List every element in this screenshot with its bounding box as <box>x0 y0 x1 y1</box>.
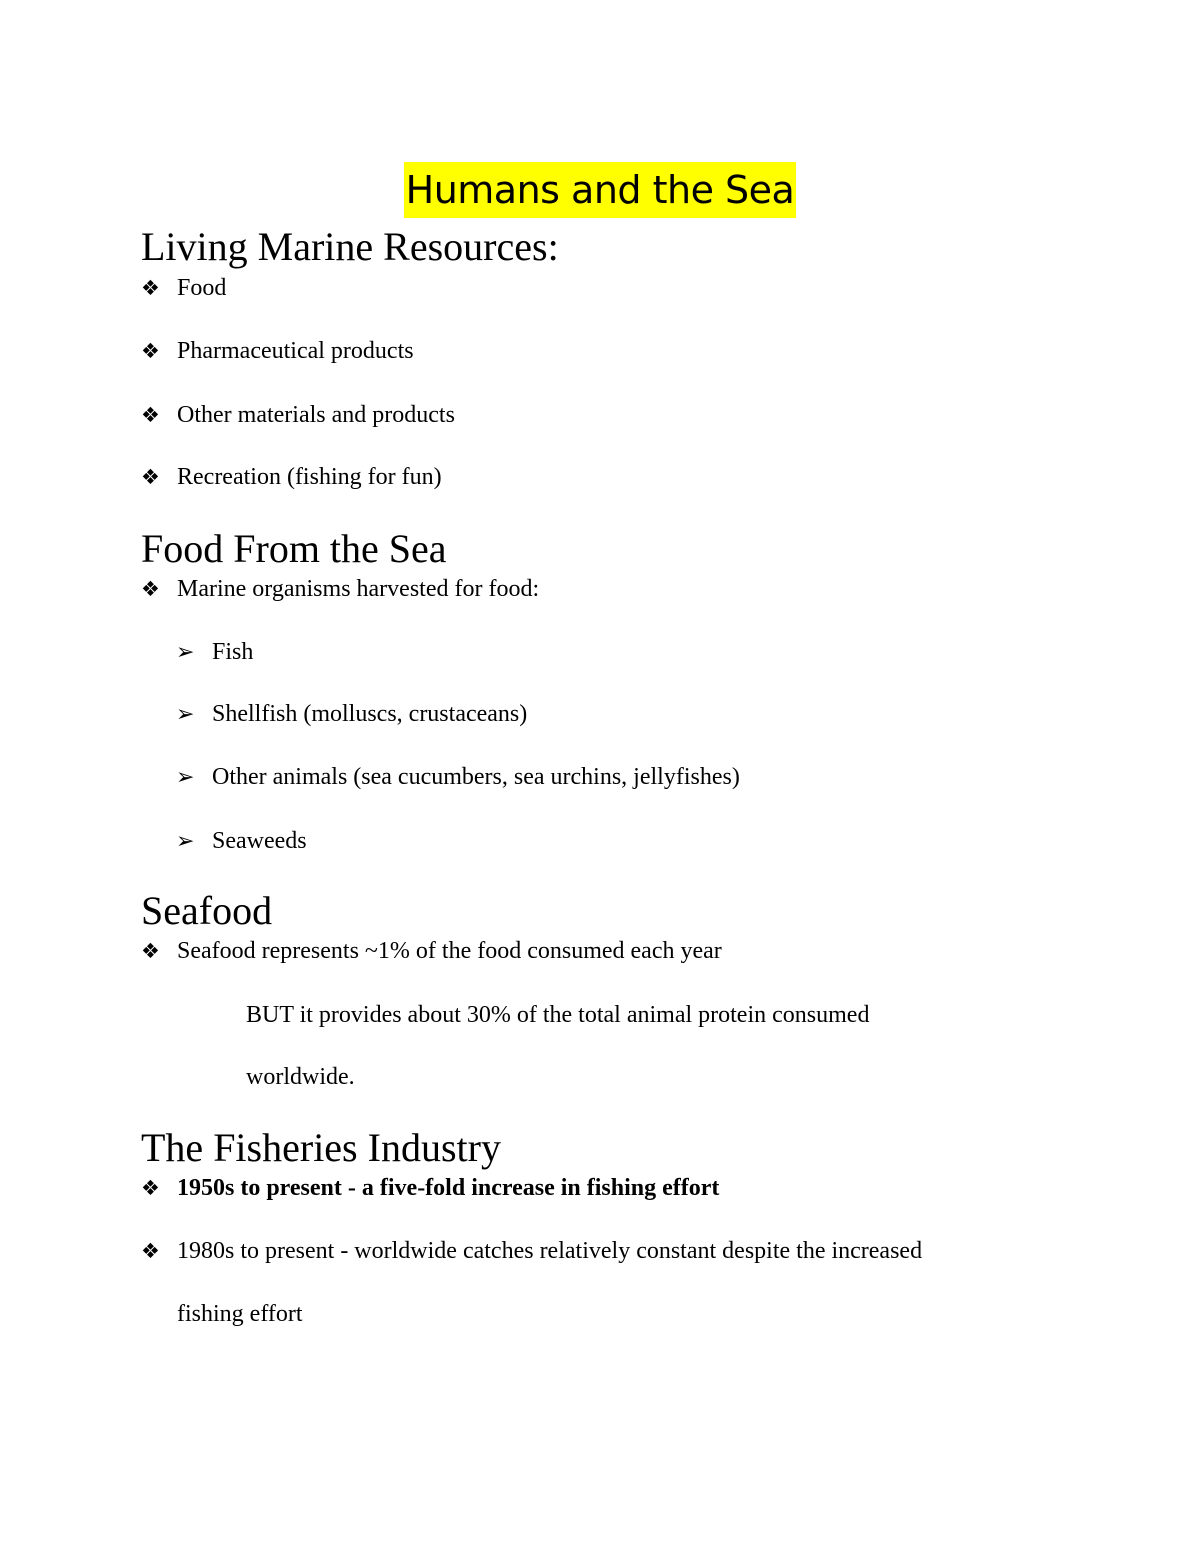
heading-fisheries-industry: The Fisheries Industry <box>141 1125 501 1170</box>
list-item-text: Food <box>177 275 227 301</box>
sub-list-item <box>176 637 253 668</box>
document-title: Humans and the Sea <box>404 162 797 218</box>
arrow-bullet-icon: ➢ <box>176 829 195 854</box>
seafood-note-line-1: BUT it provides about 30% of the total animal protein consumed <box>246 1002 870 1028</box>
diamond-bullet-icon: ❖ <box>141 939 160 963</box>
diamond-bullet-icon: ❖ <box>141 276 160 300</box>
list-item-text: Recreation (fishing for fun) <box>177 464 442 490</box>
list-item <box>141 1173 719 1203</box>
list-item-text: 1950s to present - a five-fold increase in fishing effort <box>177 1175 720 1201</box>
heading-living-marine-resources: Living Marine Resources: <box>141 224 559 269</box>
arrow-bullet-icon: ➢ <box>176 640 195 665</box>
seafood-note-line-2: worldwide. <box>246 1064 355 1090</box>
sub-list-item-text: Other animals (sea cucumbers, sea urchins, jellyfishes) <box>212 764 740 790</box>
list-item <box>141 336 414 366</box>
diamond-bullet-icon: ❖ <box>141 465 160 489</box>
diamond-bullet-icon: ❖ <box>141 1239 160 1263</box>
list-item <box>141 462 442 492</box>
list-item <box>141 936 722 966</box>
sub-list-item-text: Shellfish (molluscs, crustaceans) <box>212 701 528 727</box>
diamond-bullet-icon: ❖ <box>141 577 160 601</box>
title-wrap <box>0 162 1200 218</box>
list-item <box>141 400 455 430</box>
list-item-text: Pharmaceutical products <box>177 338 414 364</box>
list-item <box>141 574 539 604</box>
list-item-text: Other materials and products <box>177 402 455 428</box>
list-item-text: Seafood represents ~1% of the food consumed each year <box>177 938 722 964</box>
list-item-continuation: fishing effort <box>177 1301 303 1327</box>
heading-food-from-the-sea: Food From the Sea <box>141 526 447 571</box>
arrow-bullet-icon: ➢ <box>176 765 195 790</box>
list-item <box>141 273 226 303</box>
list-item <box>141 1236 922 1266</box>
sub-list-item <box>176 699 527 730</box>
diamond-bullet-icon: ❖ <box>141 339 160 363</box>
sub-list-item <box>176 762 740 793</box>
list-item-text: 1980s to present - worldwide catches relatively constant despite the increased <box>177 1238 923 1264</box>
sub-list-item-text: Seaweeds <box>212 828 307 854</box>
diamond-bullet-icon: ❖ <box>141 403 160 427</box>
list-item-text: Marine organisms harvested for food: <box>177 576 540 602</box>
sub-list-item-text: Fish <box>212 639 254 665</box>
arrow-bullet-icon: ➢ <box>176 702 195 727</box>
sub-list-item <box>176 826 307 857</box>
diamond-bullet-icon: ❖ <box>141 1176 160 1200</box>
heading-seafood: Seafood <box>141 888 273 933</box>
